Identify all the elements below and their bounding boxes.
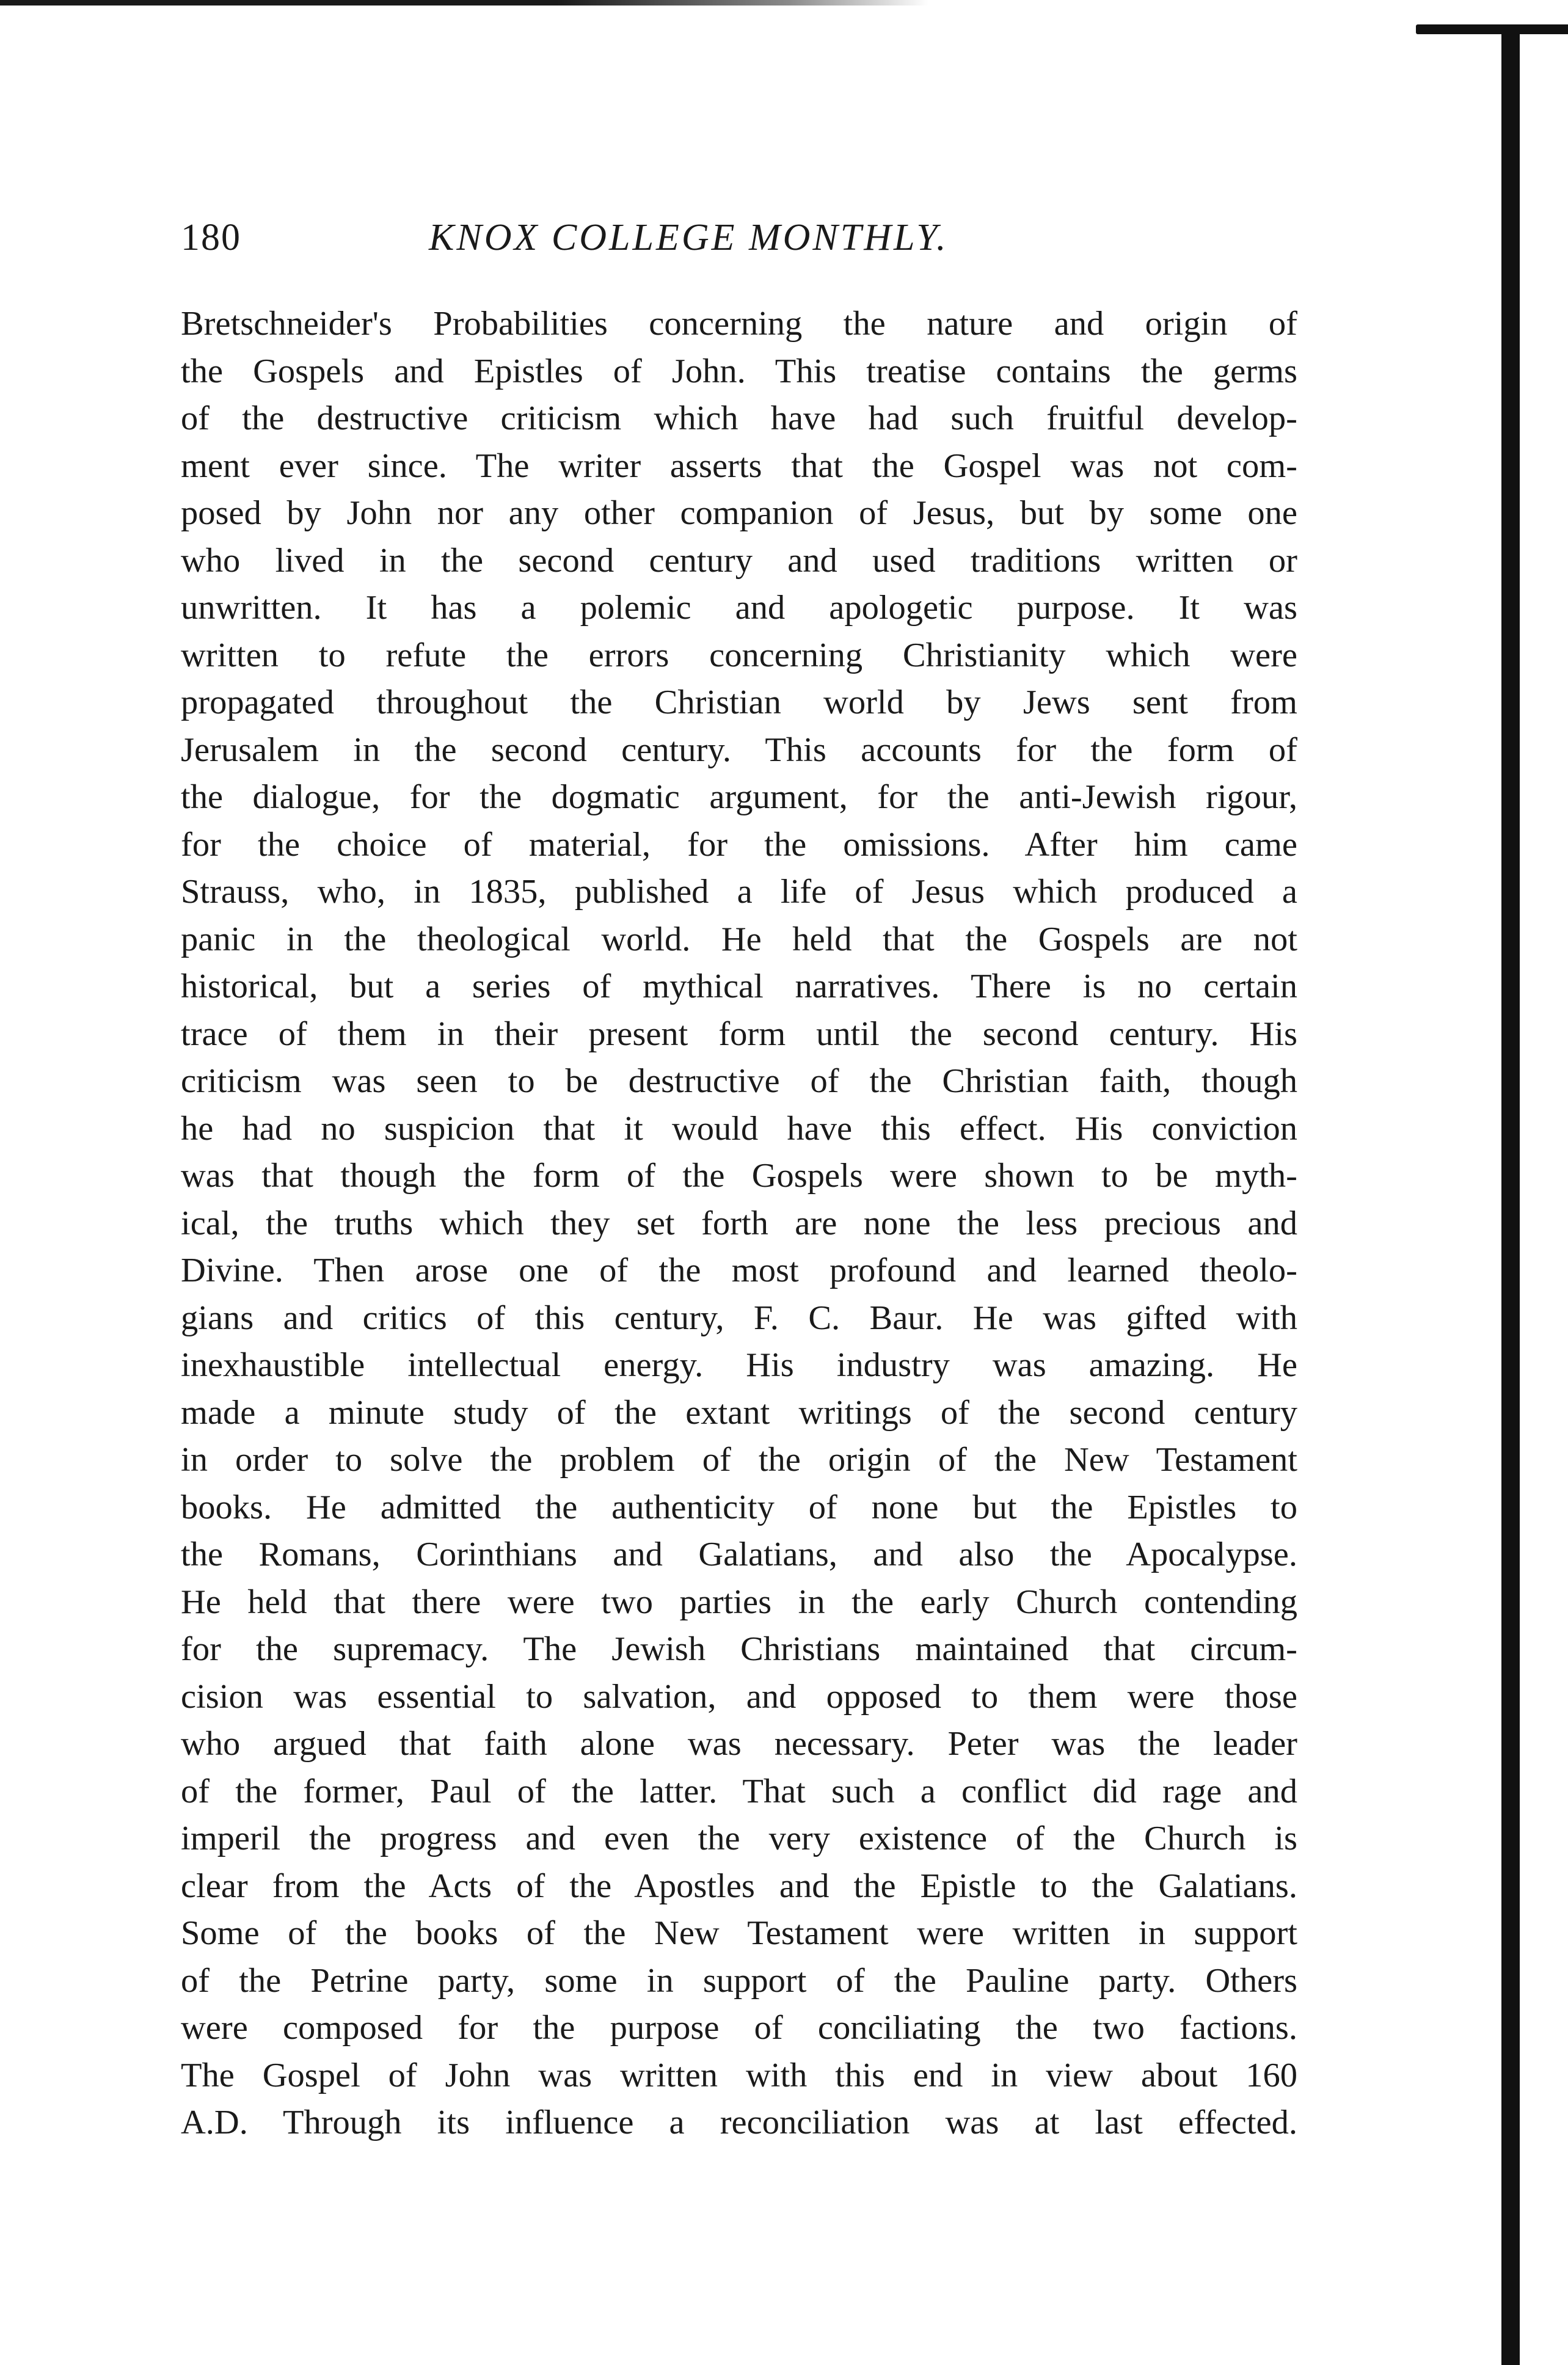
page-number: 180: [181, 217, 241, 258]
text-line: for the choice of material, for the omissions. After him came: [181, 825, 1297, 864]
text-line: imperil the progress and even the very existence of the Church is: [181, 1820, 1297, 1857]
text-line: Jerusalem in the second century. This accounts for the form of: [181, 731, 1297, 769]
body-text: [181, 301, 1297, 2147]
text-line: of the destructive criticism which have had such fruitful develop-: [181, 399, 1297, 437]
text-line: He held that there were two parties in the early Church contending: [181, 1583, 1297, 1621]
page-header: [181, 216, 1305, 271]
binding-edge: [1477, 24, 1568, 2365]
text-line: Strauss, who, in 1835, published a life of Jesus which produced a: [181, 873, 1297, 911]
text-line: he had no suspicion that it would have this effect. His conviction: [181, 1109, 1297, 1148]
text-line: A.D. Through its influence a reconciliation was at last effected.: [181, 2104, 1297, 2141]
text-line: was that though the form of the Gospels were shown to be myth-: [181, 1157, 1297, 1195]
text-line: who lived in the second century and used traditions written or: [181, 541, 1297, 580]
text-line: ment ever since. The writer asserts that the Gospel was not com-: [181, 446, 1297, 485]
text-line: posed by John nor any other companion of Jesus, but by some one: [181, 494, 1297, 532]
text-line: the Romans, Corinthians and Galatians, and also the Apocalypse.: [181, 1536, 1297, 1573]
text-line: for the supremacy. The Jewish Christians maintained that circum-: [181, 1630, 1297, 1668]
text-line: the dialogue, for the dogmatic argument, for the anti-Jewish rigour,: [181, 778, 1297, 816]
text-line: of the Petrine party, some in support of the Pauline party. Others: [181, 1961, 1297, 2000]
text-line: the Gospels and Epistles of John. This treatise contains the germs: [181, 352, 1297, 390]
text-line: who argued that faith alone was necessary. Peter was the leader: [181, 1725, 1297, 1763]
text-line: were composed for the purpose of conciliating the two factions.: [181, 2009, 1297, 2047]
binding-stem: [1501, 31, 1520, 2365]
text-line: criticism was seen to be destructive of the Christian faith, though: [181, 1062, 1297, 1100]
text-line: unwritten. It has a polemic and apologetic purpose. It was: [181, 589, 1297, 627]
binding-cap: [1416, 24, 1568, 34]
text-line: of the former, Paul of the latter. That such a conflict did rage and: [181, 1772, 1297, 1810]
text-line: trace of them in their present form until the second century. His: [181, 1015, 1297, 1053]
text-line: Bretschneider's Probabilities concerning the nature and origin of: [181, 305, 1297, 343]
top-rule: [0, 0, 928, 5]
text-line: inexhaustible intellectual energy. His industry was amazing. He: [181, 1346, 1297, 1384]
text-line: made a minute study of the extant writings of the second century: [181, 1393, 1297, 1432]
text-line: ical, the truths which they set forth are none the less precious and: [181, 1204, 1297, 1242]
text-line: Some of the books of the New Testament were written in support: [181, 1914, 1297, 1952]
text-line: gians and critics of this century, F. C. Baur. He was gifted with: [181, 1299, 1297, 1337]
text-line: panic in the theological world. He held that the Gospels are not: [181, 920, 1297, 958]
text-line: written to refute the errors concerning Christianity which were: [181, 636, 1297, 674]
text-line: in order to solve the problem of the origin of the New Testament: [181, 1441, 1297, 1479]
text-line: Divine. Then arose one of the most profound and learned theolo-: [181, 1252, 1297, 1289]
text-line: The Gospel of John was written with this end in view about 160: [181, 2056, 1297, 2094]
text-line: books. He admitted the authenticity of none but the Epistles to: [181, 1488, 1297, 1526]
running-head: KNOX COLLEGE MONTHLY.: [429, 217, 949, 258]
text-line: clear from the Acts of the Apostles and the Epistle to the Galatians.: [181, 1867, 1297, 1905]
text-line: historical, but a series of mythical narratives. There is no certain: [181, 968, 1297, 1005]
text-line: cision was essential to salvation, and opposed to them were those: [181, 1677, 1297, 1716]
text-line: propagated throughout the Christian world by Jews sent from: [181, 683, 1297, 721]
